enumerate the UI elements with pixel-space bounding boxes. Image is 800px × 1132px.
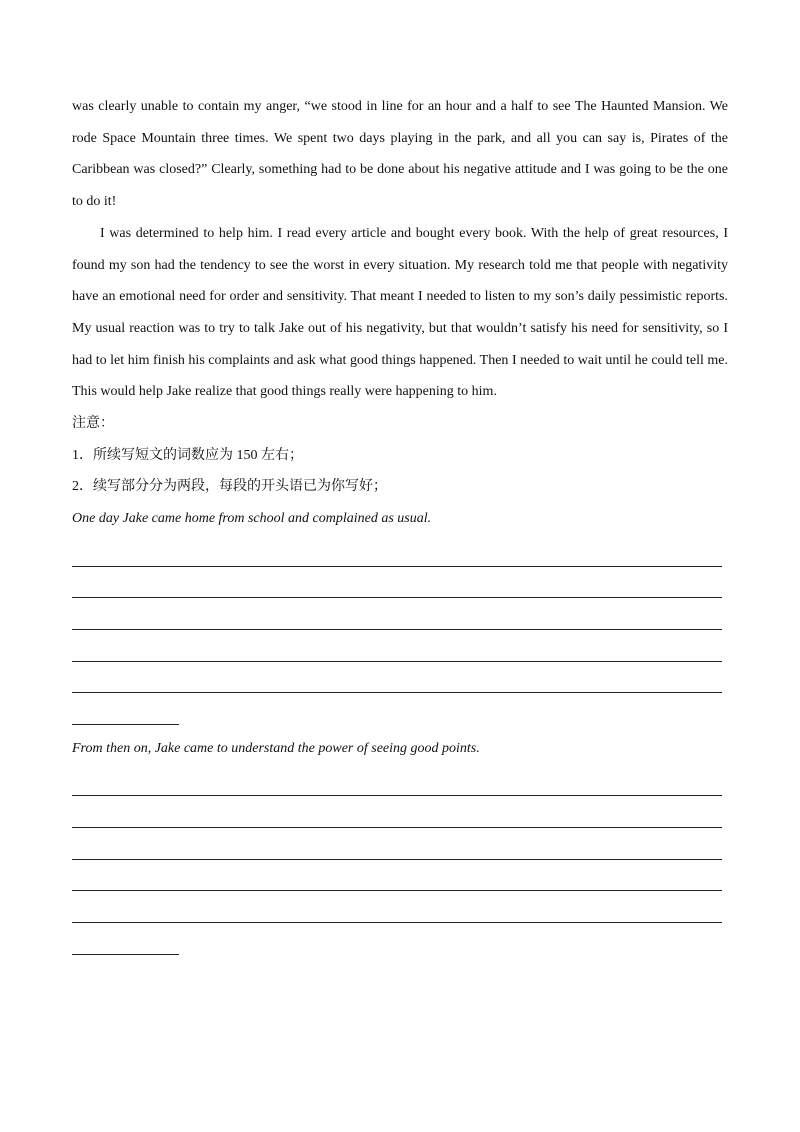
writing-line[interactable]: [72, 860, 722, 892]
continuation-opening-2: From then on, Jake came to understand the power of seeing good points.: [72, 740, 480, 756]
writing-area-1[interactable]: [72, 535, 728, 725]
note-item-2: 2．续写部分分为两段，每段的开头语已为你写好；: [72, 479, 387, 495]
writing-line-short[interactable]: [72, 693, 179, 725]
passage-paragraph-1: was clearly unable to contain my anger, “we stood in line for an hour and a half to see The Haunted Mansion. We rode Space Mountain three times. We spent two days playing in the park, and all you can say is, Pirates of the Caribbean was closed?” Clearly, something had to be done about his negative attitude and I was going to be the one to do it!: [72, 99, 728, 210]
note-item-1: 1．所续写短文的词数应为 150 左右；: [72, 447, 303, 463]
writing-line[interactable]: [72, 662, 722, 694]
document-page: [72, 91, 728, 955]
continuation-opening-1: One day Jake came home from school and complained as usual.: [72, 511, 432, 527]
passage-paragraph-2: I was determined to help him. I read every article and bought every book. With the help of great resources, I found my son had the tendency to see the worst in every situation. My research told me that people with negativity have an emotional need for order and sensitivity. That meant I needed to listen to my son’s daily pessimistic reports. My usual reaction was to try to talk Jake out of his negativity, but that wouldn’t satisfy his need for sensitivity, so I had to let him finish his complaints and ask what good things happened. Then I needed to wait until he could tell me. This would help Jake realize that good things really were happening to him.: [72, 225, 728, 400]
writing-line-short[interactable]: [72, 923, 179, 955]
writing-line[interactable]: [72, 891, 722, 923]
spacer: [72, 725, 728, 733]
writing-line[interactable]: [72, 567, 722, 599]
writing-line[interactable]: [72, 630, 722, 662]
writing-line[interactable]: [72, 535, 722, 567]
writing-area-2[interactable]: [72, 765, 728, 955]
notes-heading: 注意：: [72, 416, 114, 432]
writing-line[interactable]: [72, 765, 722, 797]
writing-line[interactable]: [72, 598, 722, 630]
writing-line[interactable]: [72, 828, 722, 860]
writing-line[interactable]: [72, 796, 722, 828]
